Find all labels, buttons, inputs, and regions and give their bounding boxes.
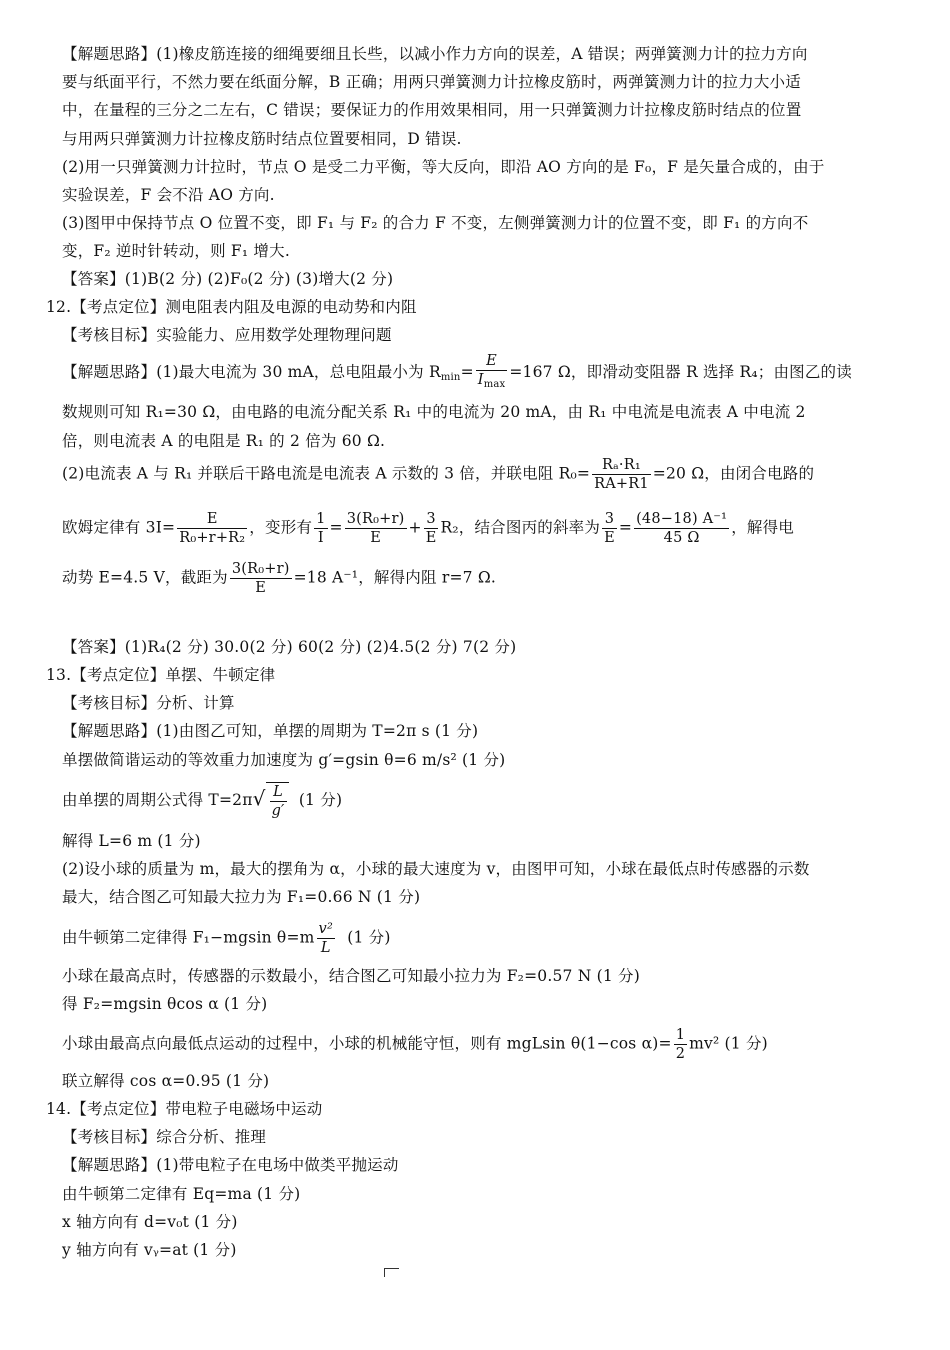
q12-line-6-a: 动势 E=4.5 V，截距为 bbox=[62, 568, 228, 587]
q14-header: 14.【考点定位】带电粒子电磁场中运动 bbox=[46, 1100, 323, 1118]
q12-line-6-b: =18 A⁻¹，解得内阻 r=7 Ω. bbox=[293, 568, 496, 587]
q12-line-4-b: =20 Ω，由闭合电路的 bbox=[652, 464, 815, 483]
q13-line-11: 联立解得 cos α=0.95 (1 分) bbox=[62, 1072, 270, 1090]
q12-line-5-f: = bbox=[618, 518, 633, 537]
q11-idea-line-2: 要与纸面平行，不然力要在纸面分解，B 正确；用两只弹簧测力计拉橡皮筋时，两弹簧测力计的拉力大小适 bbox=[62, 73, 801, 91]
q14-line-2: 由牛顿第二定律有 Eq=ma (1 分) bbox=[62, 1185, 301, 1203]
k-den: E bbox=[425, 530, 437, 546]
q13-line-6: 最大，结合图乙可知最大拉力为 F₁=0.66 N (1 分) bbox=[62, 888, 421, 906]
rhs-den: E bbox=[370, 530, 382, 546]
v2-num: v² bbox=[318, 921, 333, 937]
q11-answer: 【答案】(1)B(2 分) (2)F₀(2 分) (3)增大(2 分) bbox=[62, 270, 394, 288]
q13-target: 【考核目标】分析、计算 bbox=[62, 694, 235, 712]
fraction-half bbox=[674, 1026, 687, 1063]
half-num: 1 bbox=[675, 1027, 686, 1043]
k-num: 3 bbox=[424, 510, 439, 529]
q13-line-8: 小球在最高点时，传感器的示数最小，结合图乙可知最小拉力为 F₂=0.57 N (1 分) bbox=[62, 967, 640, 985]
slope-lhs-num: 3 bbox=[602, 510, 617, 529]
q12-line-5 bbox=[62, 510, 794, 547]
q12-line-5-a: 欧姆定律有 3I= bbox=[62, 518, 176, 537]
q11-idea-line-1: 【解题思路】(1)橡皮筋连接的细绳要细且长些，以减小作力方向的误差，A 错误；两弹簧测力计的拉力方向 bbox=[62, 45, 808, 63]
q12-line-4-a: (2)电流表 A 与 R₁ 并联后干路电流是电流表 A 示数的 3 倍，并联电阻 R₀= bbox=[62, 464, 591, 483]
v2-den: L bbox=[320, 940, 331, 956]
rmin-sub: min bbox=[440, 372, 461, 383]
q13-line-4: 解得 L=6 m (1 分) bbox=[62, 832, 201, 850]
q12-line-4 bbox=[62, 456, 814, 493]
q13-line-10-b: mv² (1 分) bbox=[689, 1034, 768, 1053]
q11-part2-line-1: (2)用一只弹簧测力计拉时，节点 O 是受二力平衡，等大反向，即沿 AO 方向的是 F₀，F 是矢量合成的，由于 bbox=[62, 158, 825, 176]
q12-answer: 【答案】(1)R₄(2 分) 30.0(2 分) 60(2 分) (2)4.5(2 分) 7(2 分) bbox=[62, 638, 517, 656]
q12-line-3: 倍，则电流表 A 的电阻是 R₁ 的 2 倍为 60 Ω. bbox=[62, 432, 386, 450]
half-den: 2 bbox=[675, 1046, 686, 1062]
ohm-num: E bbox=[177, 510, 247, 529]
q11-part3-line-1: (3)图甲中保持节点 O 位置不变，即 F₁ 与 F₂ 的合力 F 不变，左侧弹簧测力计的位置不变，即 F₁ 的方向不 bbox=[62, 214, 809, 232]
fraction-ohm bbox=[177, 510, 247, 547]
q14-line-1: 【解题思路】(1)带电粒子在电场中做类平抛运动 bbox=[62, 1156, 399, 1174]
slope-num: (48−18) A⁻¹ bbox=[636, 511, 728, 527]
q13-line-5: (2)设小球的质量为 m，最大的摆角为 α，小球的最大速度为 v，由图甲可知，小球在最低点时传感器的示数 bbox=[62, 860, 810, 878]
q12-line-5-d: + bbox=[408, 518, 422, 537]
pend-den: g′ bbox=[271, 803, 285, 819]
rhs-num: 3(R₀+r) bbox=[346, 511, 405, 527]
ohm-den: R₀+r+R₂ bbox=[179, 530, 246, 546]
q13-line-9: 得 F₂=mgsin θcos α (1 分) bbox=[62, 995, 268, 1013]
q12-header: 12.【考点定位】测电阻表内阻及电源的电动势和内阻 bbox=[46, 298, 417, 316]
rmin-den: I bbox=[477, 372, 484, 388]
q12-line-5-c: = bbox=[329, 518, 343, 537]
sqrt-pendulum: √ $\frac{L}{g'}$ bbox=[253, 782, 289, 820]
fraction-r0 bbox=[592, 456, 651, 493]
q12-target: 【考核目标】实验能力、应用数学处理物理问题 bbox=[62, 326, 392, 344]
q12-line-5-g: ，解得电 bbox=[731, 518, 794, 537]
slope-den: 45 Ω bbox=[663, 530, 700, 546]
icpt-num: 3(R₀+r) bbox=[231, 561, 290, 577]
fraction-intercept bbox=[230, 560, 292, 597]
q12-line-1: 【解题思路】(1)最大电流为 30 mA，总电阻最小为 $R_{min}=$ $\frac{E}{I_{max}}$ =167 Ω，即滑动变阻器 R 选择 R₄；由图乙的读 bbox=[62, 352, 852, 394]
rmin-den-sub: max bbox=[483, 379, 506, 390]
inv-den: I bbox=[317, 530, 324, 546]
q12-line-5-e: R₂，结合图丙的斜率为 bbox=[440, 518, 601, 537]
q12-line-5-b: ，变形有 bbox=[249, 518, 313, 537]
pend-num: L bbox=[273, 784, 283, 800]
r0-den: RA+R1 bbox=[594, 476, 649, 492]
rmin-num: E bbox=[486, 353, 497, 369]
icpt-den: E bbox=[255, 580, 267, 596]
fraction-slope bbox=[634, 510, 729, 547]
q14-line-4: y 轴方向有 vᵧ=at (1 分) bbox=[62, 1241, 237, 1259]
q13-line-7-b: (1 分) bbox=[347, 928, 391, 947]
q13-line-10-a: 小球由最高点向最低点运动的过程中，小球的机械能守恒，则有 mgLsin θ(1−cos α)= bbox=[62, 1034, 672, 1053]
q13-line-3 bbox=[62, 782, 342, 820]
r0-num: Rₐ·R₁ bbox=[592, 456, 651, 475]
fraction-rmin bbox=[476, 352, 508, 394]
q13-line-2: 单摆做简谐运动的等效重力加速度为 g′=gsin θ=6 m/s² (1 分) bbox=[62, 751, 506, 769]
q12-line-6 bbox=[62, 560, 496, 597]
fraction-rhs bbox=[345, 510, 407, 547]
q12-line-2: 数规则可知 R₁=30 Ω，由电路的电流分配关系 R₁ 中的电流为 20 mA，由 R₁ 中电流是电流表 A 中电流 2 bbox=[62, 403, 806, 421]
fraction-inv bbox=[314, 510, 327, 547]
q14-target: 【考核目标】综合分析、推理 bbox=[62, 1128, 267, 1146]
q12-line-1-a: 【解题思路】(1)最大电流为 30 mA，总电阻最小为 R bbox=[62, 363, 441, 381]
q13-line-1: 【解题思路】(1)由图乙可知，单摆的周期为 T=2π s (1 分) bbox=[62, 722, 479, 740]
q13-line-3-a: 由单摆的周期公式得 T=2π bbox=[62, 791, 253, 809]
q13-line-10 bbox=[62, 1026, 768, 1063]
q11-part2-line-2: 实验误差，F 会不沿 AO 方向. bbox=[62, 186, 275, 204]
page-corner-mark bbox=[384, 1268, 399, 1277]
q11-part3-line-2: 变，F₂ 逆时针转动，则 F₁ 增大. bbox=[62, 242, 290, 260]
q12-line-1-b: =167 Ω，即滑动变阻器 R 选择 R₄；由图乙的读 bbox=[509, 363, 852, 381]
fraction-slope-lhs bbox=[602, 510, 617, 547]
q13-header: 13.【考点定位】单摆、牛顿定律 bbox=[46, 666, 276, 684]
q13-line-7-a: 由牛顿第二定律得 F₁−mgsin θ=m bbox=[62, 928, 315, 947]
q11-idea-line-3: 中，在量程的三分之二左右，C 错误；要保证力的作用效果相同，用一只弹簧测力计拉橡皮筋时结点的位置 bbox=[62, 101, 802, 119]
fraction-v2 bbox=[317, 920, 335, 957]
q13-line-3-b: (1 分) bbox=[298, 791, 343, 809]
q14-line-3: x 轴方向有 d=v₀t (1 分) bbox=[62, 1213, 238, 1231]
fraction-k bbox=[424, 510, 439, 547]
slope-lhs-den: E bbox=[604, 530, 615, 546]
q11-idea-line-4: 与用两只弹簧测力计拉橡皮筋时结点位置要相同，D 错误. bbox=[62, 130, 462, 148]
q13-line-7 bbox=[62, 920, 391, 957]
fraction-pendulum bbox=[270, 783, 287, 820]
inv-num: 1 bbox=[316, 511, 326, 527]
